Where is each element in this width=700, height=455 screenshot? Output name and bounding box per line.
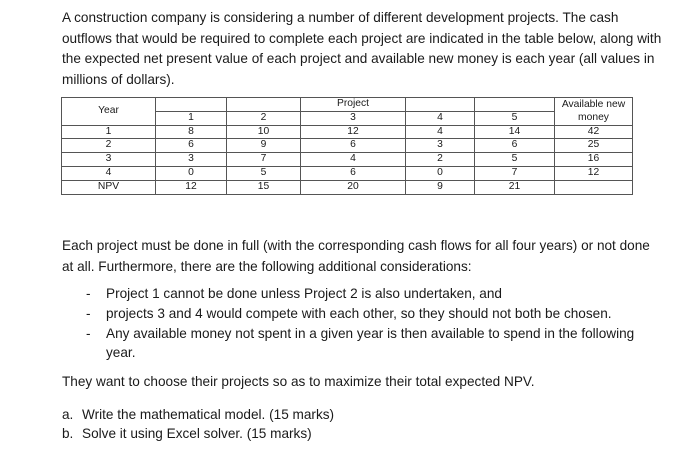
table-row — [62, 153, 633, 167]
project-number: 2 — [227, 111, 301, 125]
project-header: Project — [301, 98, 406, 112]
table-cell: 6 — [156, 139, 227, 153]
project-header-cell — [156, 98, 227, 112]
available-cell: 12 — [555, 166, 633, 180]
table-cell: 6 — [301, 139, 406, 153]
available-money-header: Available new money — [555, 98, 633, 126]
table-cell: 0 — [156, 166, 227, 180]
available-cell — [555, 180, 633, 194]
table-row — [62, 125, 633, 139]
project-header-cell — [227, 98, 301, 112]
project-number: 3 — [301, 111, 406, 125]
table-cell: 7 — [227, 153, 301, 167]
intro-paragraph: A construction company is considering a number of different development projects. The cash outflows that would be required to complete each project are indicated in the table below, along with the expected net present value of each project and available new money is each year (all values in millions of dollars). — [62, 10, 662, 87]
table-header-row — [62, 98, 633, 112]
task-marker: b. — [62, 426, 74, 441]
table-cell: 6 — [475, 139, 555, 153]
npv-cell: 20 — [301, 180, 406, 194]
table-row — [62, 139, 633, 153]
consideration-text: Any available money not spent in a given year is then available to spend in the following year. — [106, 325, 635, 361]
list-item — [86, 304, 646, 324]
table-cell: 8 — [156, 125, 227, 139]
task-list — [62, 405, 334, 443]
row-label: 4 — [62, 166, 156, 180]
task-text: Solve it using Excel solver. (15 marks) — [82, 426, 312, 441]
task-marker: a. — [62, 407, 74, 422]
available-cell: 25 — [555, 139, 633, 153]
row-label: 2 — [62, 139, 156, 153]
table-cell: 4 — [406, 125, 475, 139]
table-cell: 4 — [301, 153, 406, 167]
considerations-list — [86, 284, 646, 363]
objective-statement: They want to choose their projects so as to maximize their total expected NPV. — [62, 374, 535, 389]
project-header-cell — [475, 98, 555, 112]
row-label: NPV — [62, 180, 156, 194]
considerations-intro: Each project must be done in full (with the corresponding cash flows for all four years) or not done at all. Furthermore, there are the following additional considerations: — [62, 238, 650, 274]
project-number: 5 — [475, 111, 555, 125]
table-cell: 5 — [475, 153, 555, 167]
available-cell: 16 — [555, 153, 633, 167]
year-header: Year — [62, 98, 156, 126]
table-cell: 12 — [301, 125, 406, 139]
project-header-cell — [406, 98, 475, 112]
bullet-marker: - — [86, 305, 91, 321]
table-cell: 14 — [475, 125, 555, 139]
table-cell: 3 — [156, 153, 227, 167]
project-number: 4 — [406, 111, 475, 125]
npv-cell: 15 — [227, 180, 301, 194]
list-item — [62, 424, 334, 443]
npv-cell: 12 — [156, 180, 227, 194]
bullet-marker: - — [86, 286, 91, 301]
row-label: 3 — [62, 153, 156, 167]
table-cell: 7 — [475, 166, 555, 180]
table-cell: 6 — [301, 166, 406, 180]
npv-cell: 21 — [475, 180, 555, 194]
bullet-marker: - — [86, 325, 91, 341]
list-item — [86, 324, 646, 364]
table-cell: 10 — [227, 125, 301, 139]
project-number: 1 — [156, 111, 227, 125]
table-cell: 2 — [406, 153, 475, 167]
table-cell: 3 — [406, 139, 475, 153]
available-cell: 42 — [555, 125, 633, 139]
npv-row — [62, 180, 633, 194]
list-item — [62, 405, 334, 424]
task-text: Write the mathematical model. (15 marks) — [82, 407, 335, 422]
list-item — [86, 284, 646, 304]
consideration-text: Project 1 cannot be done unless Project 2 is also undertaken, and — [106, 286, 502, 301]
consideration-text: projects 3 and 4 would compete with each other, so they should not both be chosen. — [106, 305, 612, 321]
npv-cell: 9 — [406, 180, 475, 194]
table-cell: 0 — [406, 166, 475, 180]
projects-table — [61, 97, 633, 195]
table-row — [62, 166, 633, 180]
table-cell: 9 — [227, 139, 301, 153]
row-label: 1 — [62, 125, 156, 139]
table-cell: 5 — [227, 166, 301, 180]
